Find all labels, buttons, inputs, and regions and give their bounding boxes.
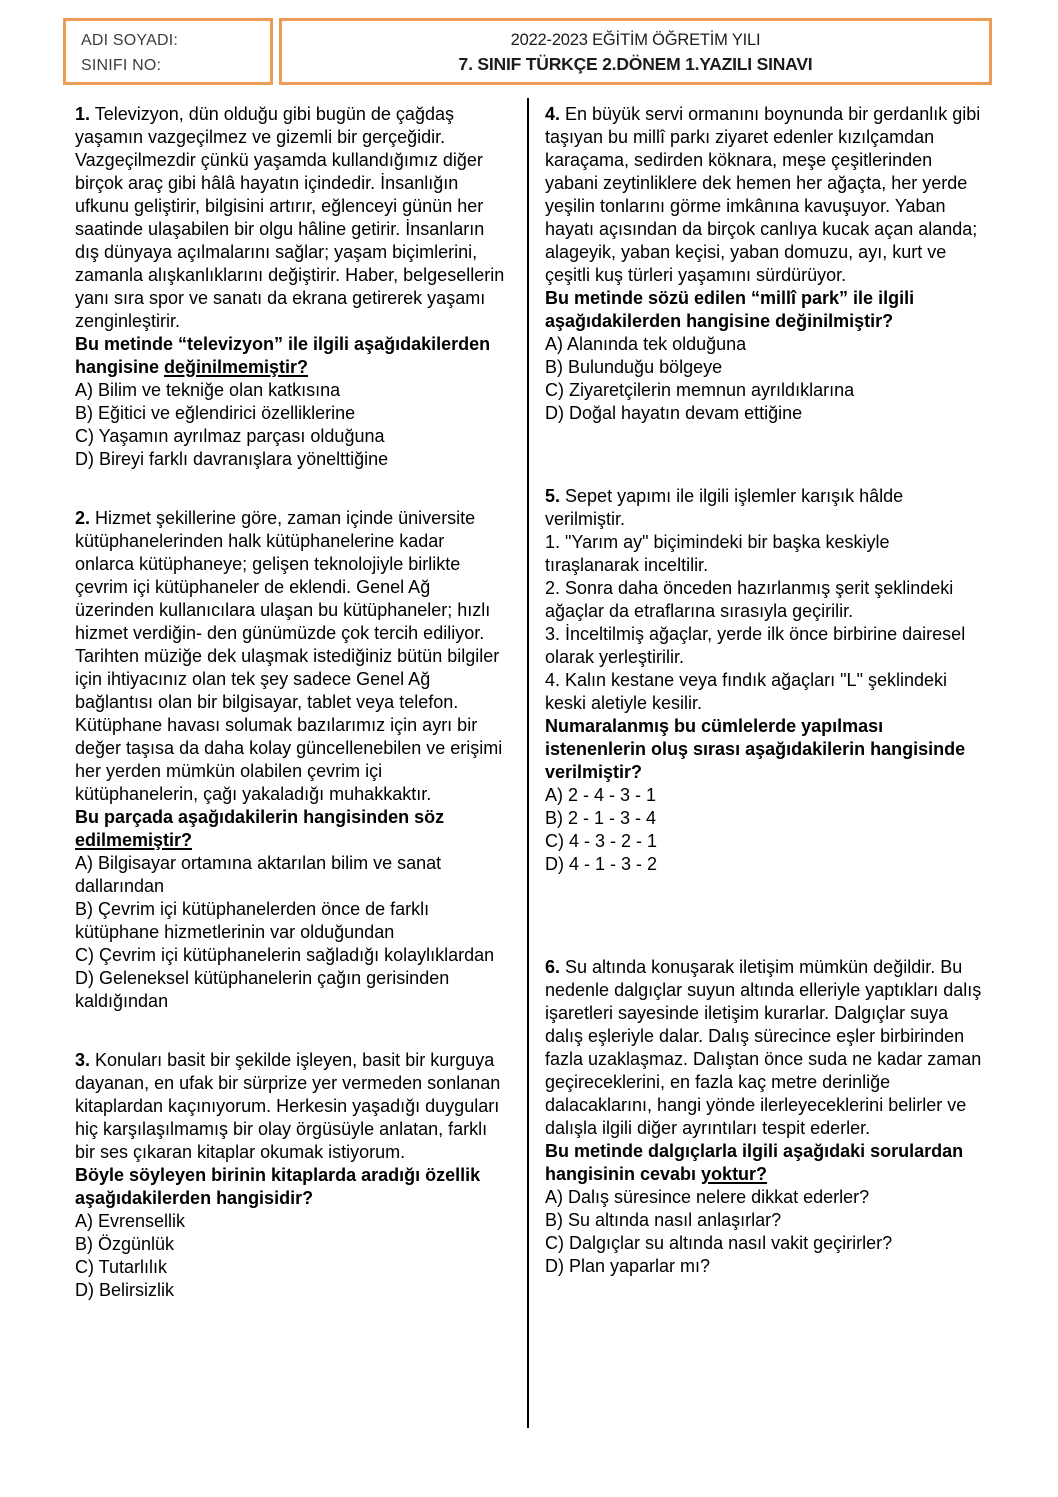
question-4-passage [545, 103, 985, 287]
question-3-stem [75, 1164, 505, 1210]
stem-text: Bu metinde “televizyon” ile ilgili aşağıdakilerden hangisine [75, 334, 491, 377]
question-4 [545, 103, 985, 425]
option-a: A) Bilgisayar ortamına aktarılan bilim ve sanat dallarından [75, 853, 442, 896]
option-d: D) Doğal hayatın devam ettiğine [545, 403, 803, 423]
stem-underlined-text: edilmemiştir? [75, 830, 193, 850]
question-number: 5. [545, 486, 561, 506]
question-2-stem [75, 806, 505, 852]
question-6-passage [545, 956, 985, 1140]
right-column [545, 103, 985, 1278]
stem-text: Bu metinde dalgıçlarla ilgili aşağıdaki sorulardan hangisinin cevabı [545, 1141, 964, 1184]
passage-text: Konuları basit bir şekilde işleyen, basit bir kurguya dayanan, en ufak bir sürprize yer vermeden sonlanan kitaplardan kaçınıyorum. Herkesin yaşadığı duyguları hiç karşılaşılmamış bir olay örgüsüyle anlatan, farklı bir ses çıkaran kitaplar okumak istiyorum. [75, 1050, 501, 1162]
question-number: 6. [545, 957, 561, 977]
option-b: B) Çevrim içi kütüphanelerden önce de farklı kütüphane hizmetlerinin var olduğundan [75, 899, 430, 942]
passage-text: Televizyon, dün olduğu gibi bugün de çağdaş yaşamın vazgeçilmez ve gizemli bir gerçeğidir. Vazgeçilmezdir çünkü yaşamda kullandığımız diğer birçok araç gibi hâlâ hayatın içindedir. İnsanlığın ufkunu geliştirir, bilgisini artırır, eğlenceyi günün her saatinde ulaşabilen bir olgu hâline getirir. İnsanların dış dünyaya açılmalarını sağlar; yaşam biçimlerini, zamanla alışkanlıklarını değiştirir. Haber, belgesellerin yanı sıra spor ve sanatı da ekrana getirerek yaşamı zenginleştirir. [75, 104, 505, 331]
question-number: 1. [75, 104, 91, 124]
option-d: D) Geleneksel kütüphanelerin çağın gerisinden kaldığından [75, 968, 450, 1011]
question-columns [75, 103, 985, 1428]
option-b: B) 2 - 1 - 3 - 4 [545, 808, 657, 828]
column-divider [527, 98, 529, 1428]
stem-underlined-text: yoktur? [701, 1164, 768, 1184]
left-column [75, 103, 505, 1302]
option-c: C) Tutarlılık [75, 1257, 168, 1277]
question-5-item-2: 2. Sonra daha önceden hazırlanmış şerit şeklindeki ağaçlar da etraflarına sırasıyla geçirilir. [545, 578, 954, 621]
passage-text: Sepet yapımı ile ilgili işlemler karışık hâlde verilmiştir. [545, 486, 904, 529]
option-c: C) Dalgıçlar su altında nasıl vakit geçirirler? [545, 1233, 893, 1253]
header-table [63, 18, 992, 85]
question-5-item-4: 4. Kalın kestane veya fındık ağaçları "L" şeklindeki keski aletiyle kesilir. [545, 670, 948, 713]
passage-text: Su altında konuşarak iletişim mümkün değildir. Bu nedenle dalgıçlar suyun altında elleriyle yaptıkları dalış işaretleri sayesinde iletişim kurarlar. Dalgıçlar suya dalış eşleriyle dalar. Dalış sürecince eşler birbirinden fazla uzaklaşmaz. Dalıştan önce suda ne kadar zaman geçireceklerini, en fazla kaç metre derinliğe dalacaklarını, hangi yönde ilerleyeceklerini belirler ve dalışla ilgili diğer ayrıntıları tespit ederler. [545, 957, 982, 1138]
question-5-item-3: 3. İnceltilmiş ağaçlar, yerde ilk önce birbirine dairesel olarak yerleştirilir. [545, 624, 966, 667]
question-2-passage [75, 507, 505, 806]
option-a: A) 2 - 4 - 3 - 1 [545, 785, 657, 805]
option-c: C) Çevrim içi kütüphanelerin sağladığı kolaylıklardan [75, 945, 495, 965]
class-label: SINIFI NO: [81, 57, 162, 74]
option-b: B) Bulunduğu bölgeye [545, 357, 723, 377]
option-d: D) Belirsizlik [75, 1280, 174, 1300]
question-5-item-1: 1. "Yarım ay" biçimindeki bir başka keskiyle tıraşlanarak inceltilir. [545, 532, 890, 575]
option-b: B) Su altında nasıl anlaşırlar? [545, 1210, 782, 1230]
stem-text: Bu parçada aşağıdakilerin hangisinden söz [75, 807, 445, 827]
option-c: C) Ziyaretçilerin memnun ayrıldıklarına [545, 380, 855, 400]
option-a: A) Dalış süresince nelere dikkat ederler? [545, 1187, 870, 1207]
option-d: D) Bireyi farklı davranışlara yönelttiğine [75, 449, 389, 469]
exam-title-cell [279, 18, 992, 85]
question-2 [75, 507, 505, 1013]
question-1-passage [75, 103, 505, 333]
exam-title: 7. SINIF TÜRKÇE 2.DÖNEM 1.YAZILI SINAVI [458, 54, 813, 74]
question-1 [75, 103, 505, 471]
question-6-stem [545, 1140, 985, 1186]
option-c: C) 4 - 3 - 2 - 1 [545, 831, 658, 851]
option-b: B) Eğitici ve eğlendirici özelliklerine [75, 403, 356, 423]
question-number: 4. [545, 104, 561, 124]
question-number: 2. [75, 508, 91, 528]
passage-text: Hizmet şekillerine göre, zaman içinde üniversite kütüphanelerinden halk kütüphanelerine kadar onlarca kütüphaneye; gelişen teknolojiyle birlikte çevrim içi kütüphaneler de eklendi. Genel Ağ üzerinden kullanıcılara ulaşan bu kütüphaneler; hızlı hizmet verdiğin- den günümüzde çok tercih ediliyor. Tarihten müziğe dek ulaşmak istediğiniz bütün bilgiler için ihtiyacınız olan tek şey sadece Genel Ağ bağlantısı olan bir bilgisayar, tablet veya telefon. Kütüphane havası solumak bazılarımız için ayrı bir değer taşısa da daha kolay güncellenebilen ve erişimi her yerden mümkün olabilen çevrim içi kütüphanelerin, çağı yakaladığı muhakkaktır. [75, 508, 503, 804]
question-number: 3. [75, 1050, 91, 1070]
stem-text: Bu metinde sözü edilen “millî park” ile ilgili aşağıdakilerden hangisine değinilmiştir? [545, 288, 915, 331]
question-1-stem [75, 333, 505, 379]
question-3-passage [75, 1049, 505, 1164]
question-4-stem [545, 287, 985, 333]
question-3 [75, 1049, 505, 1302]
option-c: C) Yaşamın ayrılmaz parçası olduğuna [75, 426, 385, 446]
option-d: D) Plan yaparlar mı? [545, 1256, 711, 1276]
option-a: A) Evrensellik [75, 1211, 186, 1231]
passage-text: En büyük servi ormanını boynunda bir gerdanlık gibi taşıyan bu millî parkı ziyaret edenler kızılçamdan karaçama, sedirden köknara, meşe çeşitlerinden yabani zeytinliklere dek hemen her ağaçta, her yerde yeşilin tonlarını görme imkânına kavuşuyor. Yaban hayatı açısından da birçok canlıya kucak açan alanda; alageyik, yaban keçisi, yaban domuzu, ayı, kurt ve çeşitli kuş türleri yaşamını sürdürüyor. [545, 104, 981, 285]
option-a: A) Alanında tek olduğuna [545, 334, 747, 354]
option-b: B) Özgünlük [75, 1234, 175, 1254]
option-d: D) 4 - 1 - 3 - 2 [545, 854, 658, 874]
school-year: 2022-2023 EĞİTİM ÖĞRETİM YILI [510, 31, 761, 49]
stem-underlined-text: değinilmemiştir? [164, 357, 309, 377]
name-label: ADI SOYADI: [81, 32, 179, 49]
stem-text: Böyle söyleyen birinin kitaplarda aradığı özellik aşağıdakilerden hangisidir? [75, 1165, 481, 1208]
stem-text: Numaralanmış bu cümlelerde yapılması istenenlerin oluş sırası aşağıdakilerin hangisinde verilmiştir? [545, 716, 966, 782]
option-a: A) Bilim ve tekniğe olan katkısına [75, 380, 341, 400]
question-5-stem [545, 715, 985, 784]
student-info-cell [63, 18, 273, 85]
question-6 [545, 956, 985, 1278]
question-5 [545, 485, 985, 876]
question-5-passage [545, 485, 985, 531]
